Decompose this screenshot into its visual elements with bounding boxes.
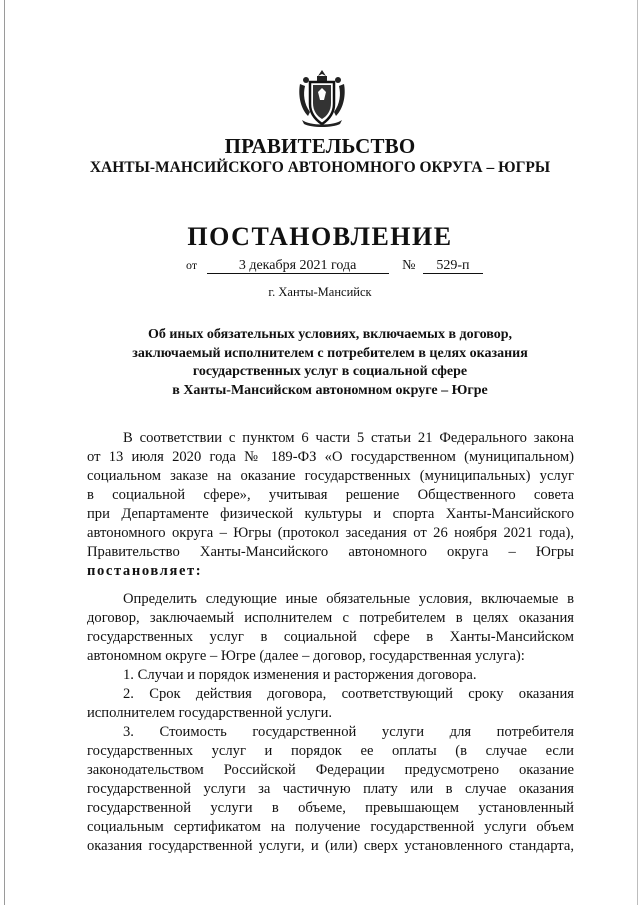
body-line: автономном округе – Югре (далее – договор, государственная услуга): xyxy=(87,648,525,664)
body-line: оказания государственной услуги, и (или) сверх установленного стандарта, xyxy=(87,838,574,854)
resolves-keyword: постановляет: xyxy=(87,563,203,579)
subject-line: заключаемый исполнителем с потребителем в целях оказания xyxy=(132,345,528,361)
body-line: государственной услуги в объеме, превышающем установленный xyxy=(87,800,574,816)
body-line: социальным сертификатом на получение государственной услуги объем xyxy=(87,819,574,835)
list-item: 2. Срок действия договора, соответствующий сроку оказания xyxy=(123,686,574,702)
preamble-line: в социальной сфере», учитывая решение Общественного совета xyxy=(87,487,574,503)
body-line: законодательством Российской Федерации предусмотрено оказание xyxy=(87,762,574,778)
preamble-line: от 13 июля 2020 года № 189-ФЗ «О государственном (муниципальном) xyxy=(87,449,574,465)
document-subject xyxy=(100,326,560,400)
city-line: г. Ханты-Мансийск xyxy=(268,285,372,299)
list-item: 1. Случаи и порядок изменения и расторжения договора. xyxy=(123,667,477,683)
subject-line: государственных услуг в социальной сфере xyxy=(192,364,468,380)
subject-line: Об иных обязательных условиях, включаемых в договор, xyxy=(147,327,513,342)
body-line: исполнителем государственной услуги. xyxy=(87,705,333,721)
body-line: государственной услуги за частичную плату или в случае оказания xyxy=(87,781,574,797)
document-number: 529-п xyxy=(423,258,483,274)
date-number-line xyxy=(186,258,483,274)
subject-line: в Ханты-Мансийском автономном округе – Югре xyxy=(172,382,488,398)
preamble-line: при Департаменте физической культуры и спорта Ханты-Мансийского xyxy=(87,506,574,522)
preamble-line: автономного округа – Югры (протокол заседания от 26 ноября 2021 года), xyxy=(87,525,574,541)
document-type: ПОСТАНОВЛЕНИЕ xyxy=(187,222,453,251)
org-title: ПРАВИТЕЛЬСТВО xyxy=(224,134,416,158)
preamble-line: В соответствии с пунктом 6 части 5 статьи 21 Федерального закона xyxy=(123,430,574,446)
body-line: договор, заключаемый исполнителем с потребителем в целях оказания xyxy=(87,610,574,626)
body-line: государственных услуг в социальной сфере в Ханты-Мансийском xyxy=(87,629,574,645)
list-item: 3. Стоимость государственной услуги для потребителя xyxy=(123,724,574,740)
org-subtitle: ХАНТЫ-МАНСИЙСКОГО АВТОНОМНОГО ОКРУГА – ЮГРЫ xyxy=(89,159,551,176)
document-date: 3 декабря 2021 года xyxy=(207,258,389,274)
preamble-line: социальном заказе на оказание государственных (муниципальных) услуг xyxy=(87,468,574,484)
coat-of-arms-emblem xyxy=(296,68,348,128)
preamble-line: Правительство Ханты-Мансийского автономного округа – Югры xyxy=(87,544,574,560)
number-label: № xyxy=(402,258,416,273)
from-label: от xyxy=(186,258,198,272)
body-line: Определить следующие иные обязательные условия, включаемые в xyxy=(123,591,574,607)
body-line: государственных услуг и порядок ее оплаты (в случае если xyxy=(87,743,574,759)
